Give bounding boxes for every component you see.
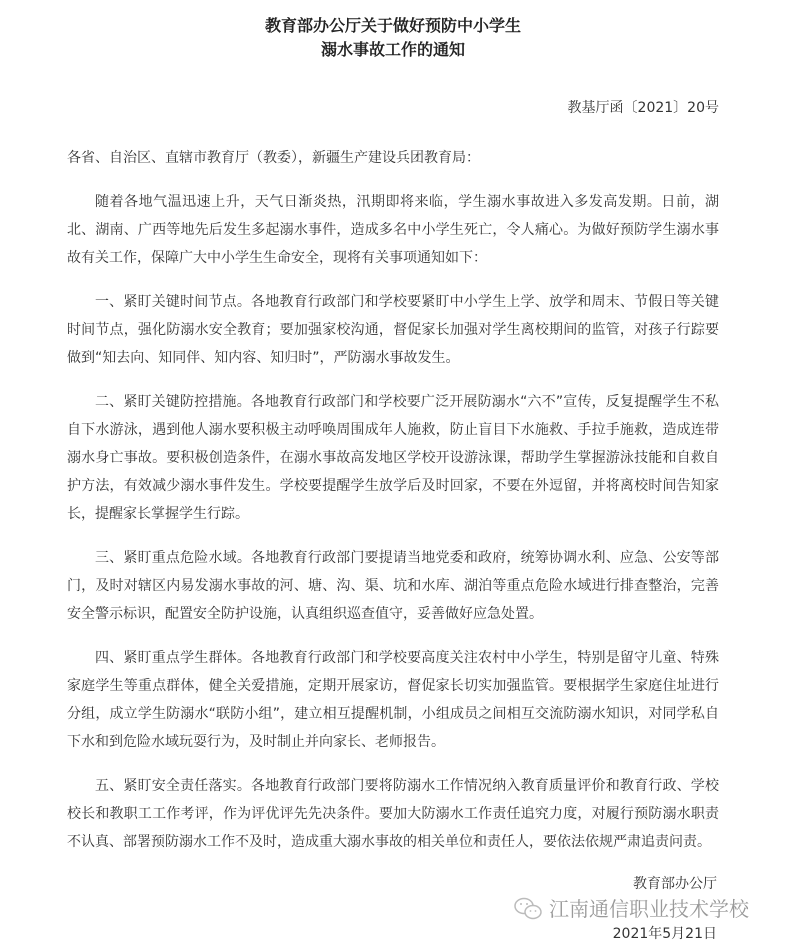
paragraph-2: 二、紧盯关键防控措施。各地教育行政部门和学校要广泛开展防溺水“六不”宣传，反复提醒学生不私自下水游泳，遇到他人溺水要积极主动呼唤周围成年人施救，防止盲目下水施救、手拉手施救，造成连带溺水身亡事故。要积极创造条件，在溺水事故高发地区学校开设游泳课，帮助学生掌握游泳技能和自救自护方法，有效减少溺水事件发生。学校要提醒学生放学后及时回家，不要在外逗留，并将离校时间告知家长，提醒家长掌握学生行踪。 [67, 394, 719, 522]
date: 2021年5月21日 [612, 926, 717, 942]
watermark [67, 896, 749, 922]
wechat-icon [513, 896, 543, 922]
salutation: 各省、自治区、直辖市教育厅（教委），新疆生产建设兵团教育局： [67, 150, 480, 166]
paragraph-4: 四、紧盯重点学生群体。各地教育行政部门和学校要高度关注农村中小学生，特别是留守儿童、特殊家庭学生等重点群体，健全关爱措施，定期开展家访，督促家长切实加强监管。要根据学生家庭住址进行分组，成立学生防溺水“联防小组”，建立相互提醒机制，小组成员之间相互交流防溺水知识，对同学私自下水和到危险水域玩耍行为，及时制止并向家长、老师报告。 [67, 650, 719, 750]
signature: 教育部办公厅 [633, 876, 717, 892]
paragraph-intro: 随着各地气温迅速上升，天气日渐炎热，汛期即将来临，学生溺水事故进入多发高发期。日前，湖北、湖南、广西等地先后发生多起溺水事件，造成多名中小学生死亡，令人痛心。为做好预防学生溺水事故有关工作，保障广大中小学生生命安全，现将有关事项通知如下： [67, 194, 719, 266]
watermark-text: 江南通信职业技术学校 [549, 897, 749, 921]
paragraph-3: 三、紧盯重点危险水域。各地教育行政部门要提请当地党委和政府，统筹协调水利、应急、公安等部门，及时对辖区内易发溺水事故的河、塘、沟、渠、坑和水库、湖泊等重点危险水域进行排查整治，完善安全警示标识，配置安全防护设施，认真组织巡查值守，妥善做好应急处置。 [67, 550, 719, 622]
title-line-1: 教育部办公厅关于做好预防中小学生 [264, 16, 521, 35]
paragraph-5: 五、紧盯安全责任落实。各地教育行政部门要将防溺水工作情况纳入教育质量评价和教育行政、学校校长和教职工工作考评，作为评优评先先决条件。要加大防溺水工作责任追究力度，对履行预防溺水职责不认真、部署预防溺水工作不及时，造成重大溺水事故的相关单位和责任人，要依法依规严肃追责问责。 [67, 778, 719, 850]
title-line-2: 溺水事故工作的通知 [320, 40, 465, 59]
paragraph-1: 一、紧盯关键时间节点。各地教育行政部门和学校要紧盯中小学生上学、放学和周末、节假日等关键时间节点，强化防溺水安全教育；要加强家校沟通，督促家长加强对学生离校期间的监管，对孩子行踪要做到“知去向、知同伴、知内容、知归时”，严防溺水事故发生。 [67, 294, 719, 366]
doc-number: 教基厅函〔2021〕20号 [567, 100, 719, 116]
